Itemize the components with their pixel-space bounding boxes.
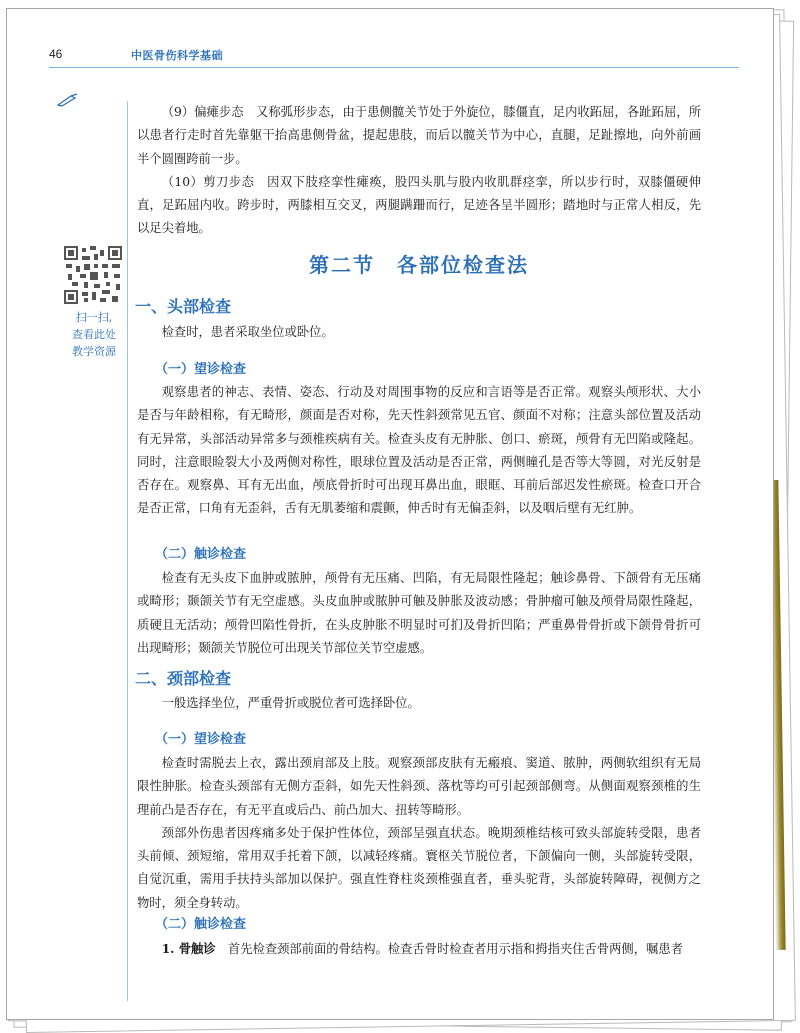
neck-bone-palpation <box>137 937 701 961</box>
neck-exam-intro: 一般选择坐位，严重骨折或脱位者可选择卧位。 <box>161 696 420 710</box>
bone-palpation-label: 1. 骨触诊 <box>161 941 216 956</box>
page-number: 46 <box>49 47 63 61</box>
head-exam-intro: 检查时，患者采取坐位或卧位。 <box>161 325 334 339</box>
running-header-title: 中医骨伤科学基础 <box>131 50 223 62</box>
neck-exam-heading: 二、颈部检查 <box>135 669 232 688</box>
scan-line-3: 教学资源 <box>72 345 116 358</box>
neck-inspection-heading: （一）望诊检查 <box>155 732 247 747</box>
head-palpation-text: 检查有无头皮下血肿或脓肿，颅骨有无压痛、凹陷，有无局限性隆起；触诊鼻骨、下颌骨有无压痛或畸形；颞颌关节有无空虚感。头皮血肿或脓肿可触及肿胀及波动感；骨肿瘤可触及颅骨局限性隆起，质硬且无活动；颅骨凹陷性骨折，在头皮肿胀不明显时可扪及骨折凹陷；严重鼻骨骨折或下颌骨骨折可出现畸形；颞颌关节脱位可出现关节部位关节空虚感。 <box>137 571 701 655</box>
head-exam-intro-block <box>137 321 701 344</box>
head-palpation-block <box>137 567 701 660</box>
head-inspection-heading: （一）望诊检查 <box>155 362 247 377</box>
neck-exam-intro-block <box>137 692 701 715</box>
book-page <box>6 8 774 1020</box>
margin-line <box>127 101 128 1001</box>
pen-icon <box>57 93 79 107</box>
neck-bone-palpation-block <box>137 937 701 961</box>
head-exam-heading: 一、头部检查 <box>135 297 232 316</box>
scan-line-1: 扫一扫, <box>75 311 113 324</box>
head-palpation-heading: （二）触诊检查 <box>155 547 247 562</box>
gait-item-10: （10）剪刀步态 因双下肢痉挛性瘫痪，股四头肌与股内收肌群痉挛，所以步行时，双膝僵硬伸直，足跖屈内收。跨步时，两膝相互交叉，两腿蹒跚而行，足迹各呈半圆形；踏地时与正常人相反，先以足尖着地。 <box>137 174 701 236</box>
gait-paragraphs <box>137 101 701 241</box>
neck-inspection-text-2: 颈部外伤患者因疼痛多处于保护性体位，颈部呈强直状态。晚期颈椎结核可致头部旋转受限，患者头前倾、颈短缩，常用双手托着下颌，以减轻疼痛。寰枢关节脱位者，下颌偏向一侧，头部旋转受限，自觉沉重，需用手扶持头部加以保护。强直性脊柱炎颈椎强直者，垂头驼背，头部旋转障碍，视侧方之物时，须全身转动。 <box>137 825 701 910</box>
neck-inspection-block <box>137 752 701 915</box>
header-divider <box>49 67 739 68</box>
neck-inspection-text-1: 检查时需脱去上衣，露出颈肩部及上肢。观察颈部皮肤有无瘢痕、窦道、脓肿，两侧软组织有无局限性肿胀。检查头颈部有无侧方歪斜，如先天性斜颈、落枕等均可引起颈部侧弯。从侧面观察颈椎的生理前凸是否存在，有无平直或后凸、前凸加大、扭转等畸形。 <box>137 756 701 817</box>
head-inspection-block <box>137 381 701 521</box>
qr-code-icon[interactable] <box>64 246 122 304</box>
gait-item-9: （9）偏瘫步态 又称弧形步态，由于患侧髋关节处于外旋位，膝僵直，足内收跖屈，各趾跖屈，所以患者行走时首先靠躯干抬高患侧骨盆，提起患肢，而后以髋关节为中心，直腿，足趾擦地，向外前画半个圆圈跨前一步。 <box>137 105 701 166</box>
bone-palpation-text: 首先检查颈部前面的骨结构。检查舌骨时检查者用示指和拇指夹住舌骨两侧，嘱患者 <box>227 942 683 956</box>
scan-resource-caption <box>55 309 133 360</box>
section-title: 第二节 各部位检查法 <box>309 253 529 277</box>
scan-line-2: 查看此处 <box>72 328 116 341</box>
neck-palpation-heading: （二）触诊检查 <box>155 917 247 932</box>
head-inspection-text: 观察患者的神志、表情、姿态、行动及对周围事物的反应和言语等是否正常。观察头颅形状、大小是否与年龄相称，有无畸形，颜面是否对称，先天性斜颈常见五官、颜面不对称；注意头部位置及活动有无异常，头部活动异常多与颈椎疾病有关。检查头皮有无肿胀、创口、瘀斑，颅骨有无凹陷或隆起。同时，注意眼睑裂大小及两侧对称性，眼球位置及活动是否正常，两侧瞳孔是否等大等圆，对光反射是否存在。观察鼻、耳有无出血，颅底骨折时可出现耳鼻出血，眼眶、耳前后部迟发性瘀斑。检查口开合是否正常，口角有无歪斜，舌有无肌萎缩和震颤，伸舌时有无偏歪斜，以及咽后壁有无红肿。 <box>137 385 701 516</box>
